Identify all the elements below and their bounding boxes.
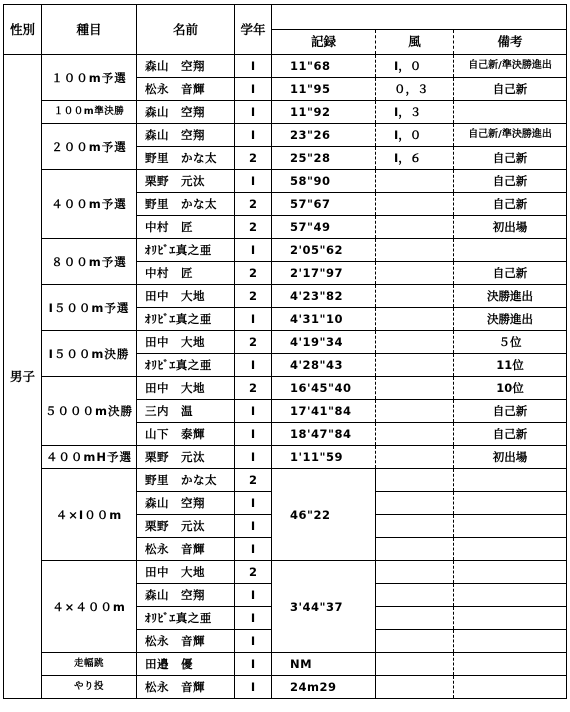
grade-cell: I <box>235 676 272 699</box>
event-cell: １００m予選 <box>42 55 137 101</box>
grade-cell: I <box>235 515 272 538</box>
grade-cell: 2 <box>235 469 272 492</box>
wind-cell <box>376 308 454 331</box>
grade-cell: I <box>235 124 272 147</box>
record-cell: 2'17"97 <box>272 262 376 285</box>
grade-cell: I <box>235 423 272 446</box>
event-cell: ４×４００m <box>42 561 137 653</box>
wind-cell <box>376 676 454 699</box>
name-cell: 野里 かな太 <box>137 193 235 216</box>
table-row <box>4 331 567 354</box>
record-cell: 58"90 <box>272 170 376 193</box>
wind-cell: I，０ <box>376 124 454 147</box>
header-gender: 性別 <box>4 5 42 55</box>
name-cell: 栗野 元汰 <box>137 170 235 193</box>
wind-cell <box>376 262 454 285</box>
note-cell <box>454 653 567 676</box>
table-row <box>4 561 567 584</box>
header-blank <box>272 5 567 30</box>
header-row <box>4 5 567 30</box>
wind-cell <box>376 561 454 584</box>
record-cell: 1'11"59 <box>272 446 376 469</box>
event-cell: ５０００m決勝 <box>42 377 137 446</box>
wind-cell: I，３ <box>376 101 454 124</box>
note-cell: ５位 <box>454 331 567 354</box>
table-row <box>4 170 567 193</box>
record-cell: 25"28 <box>272 147 376 170</box>
name-cell: 森山 空翔 <box>137 584 235 607</box>
name-cell: 松永 音輝 <box>137 78 235 101</box>
record-cell: 2'05"62 <box>272 239 376 262</box>
header-grade: 学年 <box>235 5 272 55</box>
header-note: 備考 <box>454 30 567 55</box>
note-cell <box>454 538 567 561</box>
wind-cell <box>376 331 454 354</box>
name-cell: 野里 かな太 <box>137 147 235 170</box>
name-cell: 松永 音輝 <box>137 676 235 699</box>
grade-cell: I <box>235 239 272 262</box>
record-cell: 4'31"10 <box>272 308 376 331</box>
wind-cell <box>376 239 454 262</box>
record-cell: 16'45"40 <box>272 377 376 400</box>
event-cell: I５００m予選 <box>42 285 137 331</box>
record-cell: 11"95 <box>272 78 376 101</box>
note-cell: 10位 <box>454 377 567 400</box>
note-cell: 初出場 <box>454 446 567 469</box>
name-cell: 森山 空翔 <box>137 124 235 147</box>
event-cell: ４００m予選 <box>42 170 137 239</box>
grade-cell: I <box>235 101 272 124</box>
note-cell <box>454 676 567 699</box>
wind-cell <box>376 446 454 469</box>
record-cell: 23"26 <box>272 124 376 147</box>
record-cell: NM <box>272 653 376 676</box>
note-cell <box>454 561 567 584</box>
record-cell: 17'41"84 <box>272 400 376 423</box>
wind-cell: I，０ <box>376 55 454 78</box>
wind-cell <box>376 630 454 653</box>
note-cell <box>454 515 567 538</box>
name-cell: 中村 匠 <box>137 216 235 239</box>
event-cell: ８００m予選 <box>42 239 137 285</box>
name-cell: 森山 空翔 <box>137 492 235 515</box>
grade-cell: 2 <box>235 147 272 170</box>
record-cell: 46"22 <box>272 469 376 561</box>
wind-cell <box>376 492 454 515</box>
grade-cell: I <box>235 630 272 653</box>
record-cell: 18'47"84 <box>272 423 376 446</box>
grade-cell: I <box>235 170 272 193</box>
event-cell: 走幅跳 <box>42 653 137 676</box>
wind-cell: ０，３ <box>376 78 454 101</box>
wind-cell <box>376 216 454 239</box>
header-event: 種目 <box>42 5 137 55</box>
grade-cell: I <box>235 653 272 676</box>
note-cell <box>454 584 567 607</box>
grade-cell: I <box>235 354 272 377</box>
wind-cell <box>376 538 454 561</box>
record-cell: 4'23"82 <box>272 285 376 308</box>
name-cell: 田邉 優 <box>137 653 235 676</box>
grade-cell: I <box>235 308 272 331</box>
grade-cell: I <box>235 400 272 423</box>
name-cell: ｵﾘﾋﾞｴ真之亜 <box>137 354 235 377</box>
table-row <box>4 55 567 78</box>
wind-cell <box>376 285 454 308</box>
grade-cell: I <box>235 584 272 607</box>
note-cell: 自己新 <box>454 400 567 423</box>
table-row <box>4 469 567 492</box>
note-cell <box>454 469 567 492</box>
header-wind: 風 <box>376 30 454 55</box>
note-cell: 自己新 <box>454 147 567 170</box>
wind-cell <box>376 193 454 216</box>
grade-cell: 2 <box>235 377 272 400</box>
note-cell <box>454 239 567 262</box>
note-cell: 自己新 <box>454 423 567 446</box>
gender-cell: 男子 <box>4 55 42 699</box>
record-cell: 4'28"43 <box>272 354 376 377</box>
results-table <box>3 4 567 699</box>
wind-cell <box>376 377 454 400</box>
name-cell: 田中 大地 <box>137 561 235 584</box>
note-cell: 自己新 <box>454 262 567 285</box>
table-row <box>4 446 567 469</box>
name-cell: 松永 音輝 <box>137 538 235 561</box>
grade-cell: 2 <box>235 285 272 308</box>
name-cell: ｵﾘﾋﾞｴ真之亜 <box>137 239 235 262</box>
grade-cell: 2 <box>235 561 272 584</box>
grade-cell: 2 <box>235 216 272 239</box>
event-cell: ４００mH予選 <box>42 446 137 469</box>
name-cell: ｵﾘﾋﾞｴ真之亜 <box>137 607 235 630</box>
note-cell: 自己新/準決勝進出 <box>454 124 567 147</box>
wind-cell <box>376 515 454 538</box>
wind-cell <box>376 170 454 193</box>
event-cell: １００m準決勝 <box>42 101 137 124</box>
name-cell: ｵﾘﾋﾞｴ真之亜 <box>137 308 235 331</box>
name-cell: 栗野 元汰 <box>137 446 235 469</box>
name-cell: 森山 空翔 <box>137 101 235 124</box>
table-row <box>4 676 567 699</box>
name-cell: 三内 温 <box>137 400 235 423</box>
grade-cell: I <box>235 446 272 469</box>
name-cell: 松永 音輝 <box>137 630 235 653</box>
table-row <box>4 101 567 124</box>
record-cell: 57"49 <box>272 216 376 239</box>
wind-cell <box>376 584 454 607</box>
note-cell: 自己新 <box>454 78 567 101</box>
grade-cell: 2 <box>235 193 272 216</box>
name-cell: 栗野 元汰 <box>137 515 235 538</box>
event-cell: ２００m予選 <box>42 124 137 170</box>
note-cell: 決勝進出 <box>454 308 567 331</box>
record-cell: 24m29 <box>272 676 376 699</box>
note-cell: 自己新 <box>454 193 567 216</box>
note-cell: 初出場 <box>454 216 567 239</box>
note-cell <box>454 607 567 630</box>
name-cell: 山下 泰輝 <box>137 423 235 446</box>
name-cell: 田中 大地 <box>137 331 235 354</box>
wind-cell <box>376 423 454 446</box>
grade-cell: I <box>235 78 272 101</box>
event-cell: ４×I００m <box>42 469 137 561</box>
name-cell: 中村 匠 <box>137 262 235 285</box>
wind-cell <box>376 607 454 630</box>
wind-cell <box>376 469 454 492</box>
name-cell: 田中 大地 <box>137 377 235 400</box>
header-record: 記録 <box>272 30 376 55</box>
wind-cell: I，６ <box>376 147 454 170</box>
grade-cell: I <box>235 55 272 78</box>
grade-cell: 2 <box>235 262 272 285</box>
record-cell: 57"67 <box>272 193 376 216</box>
grade-cell: I <box>235 607 272 630</box>
grade-cell: I <box>235 492 272 515</box>
table-row <box>4 653 567 676</box>
grade-cell: I <box>235 538 272 561</box>
name-cell: 田中 大地 <box>137 285 235 308</box>
note-cell <box>454 630 567 653</box>
event-cell: I５００m決勝 <box>42 331 137 377</box>
record-cell: 4'19"34 <box>272 331 376 354</box>
header-name: 名前 <box>137 5 235 55</box>
wind-cell <box>376 653 454 676</box>
record-cell: 11"92 <box>272 101 376 124</box>
name-cell: 野里 かな太 <box>137 469 235 492</box>
table-row <box>4 285 567 308</box>
wind-cell <box>376 354 454 377</box>
note-cell: 11位 <box>454 354 567 377</box>
note-cell <box>454 492 567 515</box>
grade-cell: 2 <box>235 331 272 354</box>
wind-cell <box>376 400 454 423</box>
record-cell: 11"68 <box>272 55 376 78</box>
note-cell: 自己新 <box>454 170 567 193</box>
event-cell: やり投 <box>42 676 137 699</box>
table-row <box>4 377 567 400</box>
note-cell: 自己新/準決勝進出 <box>454 55 567 78</box>
table-row <box>4 124 567 147</box>
note-cell: 決勝進出 <box>454 285 567 308</box>
note-cell <box>454 101 567 124</box>
table-row <box>4 239 567 262</box>
record-cell: 3'44"37 <box>272 561 376 653</box>
name-cell: 森山 空翔 <box>137 55 235 78</box>
